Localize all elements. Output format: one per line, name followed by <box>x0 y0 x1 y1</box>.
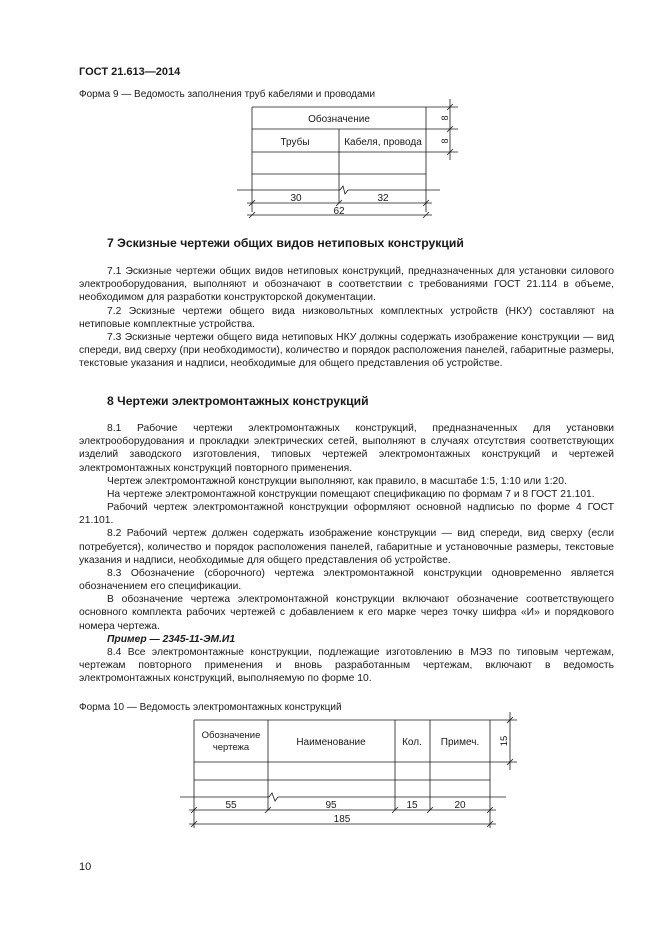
form9-col-cables: Кабеля, провода <box>344 137 422 148</box>
page-number: 10 <box>79 861 92 873</box>
form9-table <box>0 0 661 230</box>
form9-dim-row2: 8 <box>440 138 450 144</box>
form10-dim-total: 185 <box>333 814 351 825</box>
form10-dim-4: 20 <box>454 800 466 811</box>
section8-para-2: Чертеж электромонтажной конструкции выполняют, как правило, в масштабе 1:5, 1:10 или 1:20. <box>107 475 567 487</box>
form9-caption: Форма 9 — Ведомость заполнения труб кабелями и проводами <box>79 89 376 100</box>
section8-para-5: 8.2 Рабочий чертеж должен содержать изображение конструкции — вид спереди, вид сверху (если потребуется), количество и порядок расположения панелей, габаритные и установочные размеры, текстовые указания и надписи, необходимые для общего представления об устройстве. <box>79 528 614 566</box>
form10-dim-row: 15 <box>499 735 510 747</box>
section8-para-1: 8.1 Рабочие чертежи электромонтажных конструкций, предназначенных для установки электрооборудования и прокладки электрических сетей, выполняют в случаях отсутствия соответствующих изделий заводского изготовления, типовых чертежей электромонтажных конструкций и чертежей электромонтажных конструкций повторного применения. <box>79 423 614 474</box>
document-header: ГОСТ 21.613—2014 <box>79 66 181 78</box>
form9-dim-total: 62 <box>333 206 345 217</box>
section8-body <box>79 422 614 685</box>
form10-dim-3: 15 <box>406 800 418 811</box>
form9-col-header: Обозначение <box>308 114 370 125</box>
form10-col4: Примеч. <box>440 737 480 748</box>
form10-dim-2: 95 <box>325 800 337 811</box>
form9-col-pipes: Трубы <box>280 137 310 148</box>
section8-para-7: В обозначение чертежа электромонтажной конструкции включают обозначение соответствующего основного комплекта рабочих чертежей с добавлением к его марке через точку шифра «И» и порядкового номера чертежа. <box>79 594 614 632</box>
section8-para-6: 8.3 Обозначение (сборочного) чертежа электромонтажной конструкции одновременно является обозначением его спецификации. <box>79 567 614 593</box>
form10-dim-1: 55 <box>225 800 237 811</box>
form10-table <box>0 700 661 835</box>
section7-para-1: 7.1 Эскизные чертежи общих видов нетиповых конструкций, предназначенных для установки силового электрооборудования, выполняют и обозначают в соответствии с требованиями ГОСТ 21.114 в объеме, необходимом для разработки конструкторской документации. <box>79 266 614 304</box>
form9-dim-right: 32 <box>377 193 389 204</box>
form9-dim-row1: 8 <box>440 115 450 121</box>
form10-col3: Кол. <box>402 737 422 748</box>
section8-para-3: На чертеже электромонтажной конструкции помещают спецификацию по формам 7 и 8 ГОСТ 21.101. <box>107 488 595 500</box>
section8-title: 8 Чертежи электромонтажных конструкций <box>107 394 369 408</box>
section8-para-4: Рабочий чертеж электромонтажной конструкции оформляют основной надписью по форме 4 ГОСТ 21.101. <box>79 502 614 527</box>
section7-title: 7 Эскизные чертежи общих видов нетиповых конструкций <box>107 236 464 250</box>
section7-para-3: 7.3 Эскизные чертежи общего вида нетиповых НКУ должны содержать изображение конструкции — вид спереди, вид сверху (при необходимости), количество и порядок расположения панелей, габаритные размеры, текстовые указания и надписи, необходимые для общего представления об устройстве. <box>79 331 614 370</box>
form9-dim-left: 30 <box>290 193 302 204</box>
section8-para-8: 8.4 Все электромонтажные конструкции, подлежащие изготовлению в МЭЗ по типовым чертежам, чертежам повторного применения и вновь разработанным чертежам, включают в ведомость электромонтажных конструкций, выполняемую по форме 10. <box>79 646 614 685</box>
form10-col1-line2: чертежа <box>212 742 250 753</box>
section7-para-2: 7.2 Эскизные чертежи общего вида низковольтных комплектных устройств (НКУ) составляют на нетиповые комплектные устройства. <box>79 305 614 330</box>
form10-caption: Форма 10 — Ведомость электромонтажных конструкций <box>79 702 342 713</box>
form10-col2: Наименование <box>296 737 366 748</box>
section7-body <box>79 265 614 370</box>
form10-col1-line1: Обозначение <box>201 730 261 741</box>
section8-example: Пример — 2345-11-ЭМ.И1 <box>107 633 236 645</box>
